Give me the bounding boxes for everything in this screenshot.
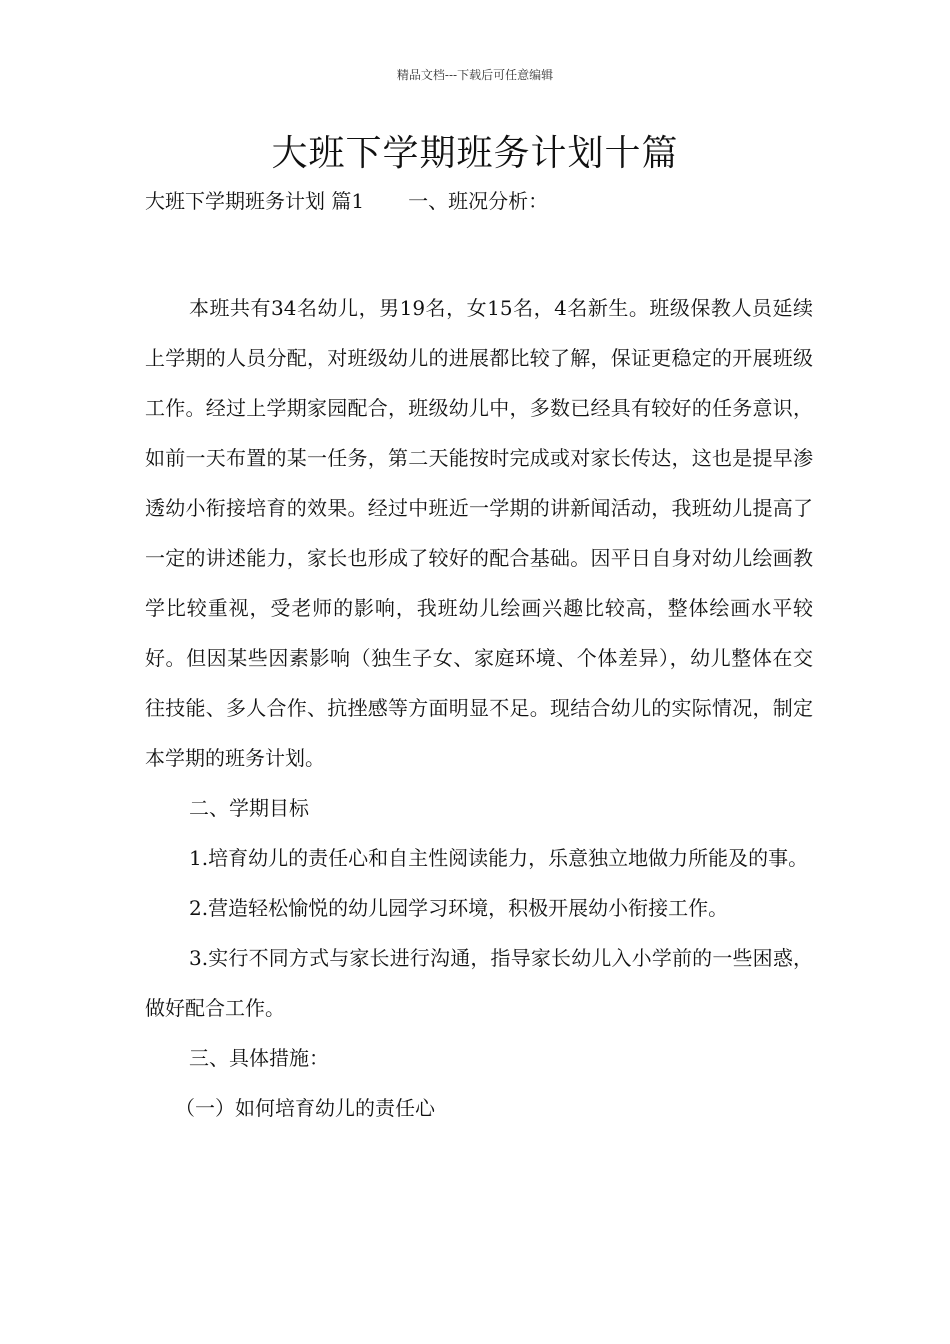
header-note: 精品文档---下载后可任意编辑 [396,68,554,82]
subtitle-line [145,184,548,218]
subheading-responsibility: （一）如何培育幼儿的责任心 [175,1096,435,1120]
subtitle-heading: 一、班况分析： [408,189,549,213]
goal-item-3: 3.实行不同方式与家长进行沟通，指导家长幼儿入小学前的一些困惑，做好配合工作。 [145,946,813,1020]
document-body [145,283,813,1133]
heading-semester-goals: 二、学期目标 [189,796,309,820]
document-title: 大班下学期班务计划十篇 [271,133,679,174]
heading-measures: 三、具体措施： [189,1046,329,1070]
subtitle-section-label: 大班下学期班务计划 篇1 [145,189,365,213]
goal-item-2: 2.营造轻松愉悦的幼儿园学习环境，积极开展幼小衔接工作。 [189,896,729,920]
paragraph-class-analysis: 本班共有34名幼儿，男19名，女15名，4名新生。班级保教人员延续上学期的人员分配，对班级幼儿的进展都比较了解，保证更稳定的开展班级工作。经过上学期家园配合，班级幼儿中，多数已经具有较好的任务意识，如前一天布置的某一任务，第二天能按时完成或对家长传达，这也是提早渗透幼小衔接培育的效果。经过中班近一学期的讲新闻活动，我班幼儿提高了一定的讲述能力，家长也形成了较好的配合基础。因平日自身对幼儿绘画教学比较重视，受老师的影响，我班幼儿绘画兴趣比较高，整体绘画水平较好。但因某些因素影响（独生子女、家庭环境、个体差异），幼儿整体在交往技能、多人合作、抗挫感等方面明显不足。现结合幼儿的实际情况，制定本学期的班务计划。 [145,296,813,770]
goal-item-1: 1.培育幼儿的责任心和自主性阅读能力，乐意独立地做力所能及的事。 [189,846,809,870]
